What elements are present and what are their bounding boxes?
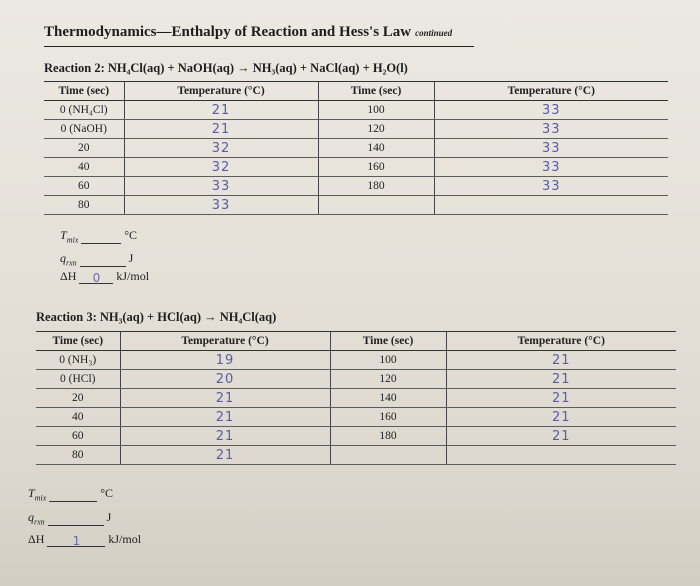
header-time: Time (sec)	[36, 332, 120, 351]
title-rule	[44, 46, 474, 47]
table-row	[36, 408, 676, 427]
reaction2-q-line	[60, 251, 133, 267]
left-time-cell: 0 (NH₃)	[36, 351, 120, 370]
table-row	[36, 446, 676, 465]
left-time-cell: 40	[36, 408, 120, 427]
left-temp-cell: 21	[120, 408, 330, 427]
dh-unit: kJ/mol	[116, 269, 150, 283]
left-time-cell: 80	[36, 446, 120, 465]
table-row	[36, 370, 676, 389]
left-time-cell: 0 (NH₄Cl)	[44, 101, 124, 120]
table-row	[36, 389, 676, 408]
continued-label: continued	[415, 28, 453, 38]
right-time-cell: 100	[318, 101, 434, 120]
tmix-sub: mix	[34, 493, 47, 503]
table-row	[44, 101, 668, 120]
header-temperature: Temperature (°C)	[124, 82, 318, 101]
header-temperature-2: Temperature (°C)	[434, 82, 668, 101]
reaction2-dh-line	[60, 269, 149, 284]
right-time-cell: 180	[330, 427, 446, 446]
table-header-row	[36, 332, 676, 351]
title-text: Thermodynamics—Enthalpy of Reaction and Hess's Law	[44, 24, 412, 40]
right-temp-cell	[446, 446, 676, 465]
tmix-unit: °C	[124, 228, 138, 242]
tmix-label: T	[60, 228, 67, 242]
q-blank	[80, 254, 126, 267]
header-time: Time (sec)	[44, 82, 124, 101]
table-row	[44, 120, 668, 139]
dh-value: 1	[47, 534, 105, 547]
table-header-row	[44, 82, 668, 101]
header-time-2: Time (sec)	[318, 82, 434, 101]
header-temperature-2: Temperature (°C)	[446, 332, 676, 351]
right-temp-cell: 33	[434, 101, 668, 120]
reaction2-equation: Reaction 2: NH₄Cl(aq) + NaOH(aq) → NH₃(aq) + NaCl(aq) + H₂O(l)	[44, 61, 408, 75]
left-temp-cell: 32	[124, 139, 318, 158]
right-temp-cell: 21	[446, 351, 676, 370]
tmix-blank	[81, 231, 121, 244]
right-temp-cell: 33	[434, 120, 668, 139]
dh-unit: kJ/mol	[108, 532, 142, 546]
dh-label: ΔH	[28, 532, 45, 546]
table-row	[44, 139, 668, 158]
left-temp-cell: 21	[120, 446, 330, 465]
q-blank	[48, 513, 104, 526]
left-temp-cell: 21	[124, 120, 318, 139]
left-temp-cell: 32	[124, 158, 318, 177]
q-sub: rxn	[66, 258, 77, 268]
reaction3-dh-line	[28, 532, 141, 547]
right-time-cell: 180	[318, 177, 434, 196]
table-row	[36, 427, 676, 446]
dh-value: 0	[79, 271, 113, 284]
left-temp-cell: 19	[120, 351, 330, 370]
table-row	[36, 351, 676, 370]
left-time-cell: 40	[44, 158, 124, 177]
left-temp-cell: 33	[124, 196, 318, 215]
reaction3-tmix-line	[28, 486, 113, 502]
left-temp-cell: 21	[120, 389, 330, 408]
tmix-label: T	[28, 486, 35, 500]
left-temp-cell: 21	[124, 101, 318, 120]
right-time-cell: 120	[330, 370, 446, 389]
tmix-sub: mix	[66, 235, 79, 245]
right-time-cell: 140	[330, 389, 446, 408]
left-time-cell: 20	[44, 139, 124, 158]
reaction2-data-table	[44, 81, 668, 215]
right-time-cell: 100	[330, 351, 446, 370]
header-time-2: Time (sec)	[330, 332, 446, 351]
page-title	[44, 24, 452, 41]
reaction2-tmix-line	[60, 228, 137, 244]
left-time-cell: 60	[36, 427, 120, 446]
tmix-unit: °C	[100, 486, 114, 500]
right-temp-cell: 33	[434, 177, 668, 196]
tmix-blank	[49, 489, 97, 502]
right-time-cell: 160	[318, 158, 434, 177]
right-time-cell: 140	[318, 139, 434, 158]
right-temp-cell: 33	[434, 158, 668, 177]
left-time-cell: 0 (NaOH)	[44, 120, 124, 139]
left-time-cell: 80	[44, 196, 124, 215]
reaction3-q-line	[28, 510, 111, 526]
q-label: q	[28, 510, 34, 524]
left-temp-cell: 21	[120, 427, 330, 446]
right-time-cell	[330, 446, 446, 465]
right-temp-cell	[434, 196, 668, 215]
left-time-cell: 0 (HCl)	[36, 370, 120, 389]
left-time-cell: 20	[36, 389, 120, 408]
right-time-cell	[318, 196, 434, 215]
right-temp-cell: 33	[434, 139, 668, 158]
header-temperature: Temperature (°C)	[120, 332, 330, 351]
right-time-cell: 120	[318, 120, 434, 139]
table-row	[44, 177, 668, 196]
reaction3-data-table	[36, 331, 676, 465]
dh-label: ΔH	[60, 269, 77, 283]
left-temp-cell: 33	[124, 177, 318, 196]
reaction3-equation: Reaction 3: NH₃(aq) + HCl(aq) → NH₄Cl(aq)	[36, 310, 277, 324]
table-row	[44, 158, 668, 177]
q-unit: J	[106, 510, 112, 524]
q-label: q	[60, 251, 66, 265]
right-temp-cell: 21	[446, 408, 676, 427]
right-temp-cell: 21	[446, 389, 676, 408]
q-unit: J	[128, 251, 134, 265]
left-temp-cell: 20	[120, 370, 330, 389]
left-time-cell: 60	[44, 177, 124, 196]
q-sub: rxn	[34, 517, 45, 527]
right-time-cell: 160	[330, 408, 446, 427]
right-temp-cell: 21	[446, 370, 676, 389]
table-row	[44, 196, 668, 215]
right-temp-cell: 21	[446, 427, 676, 446]
